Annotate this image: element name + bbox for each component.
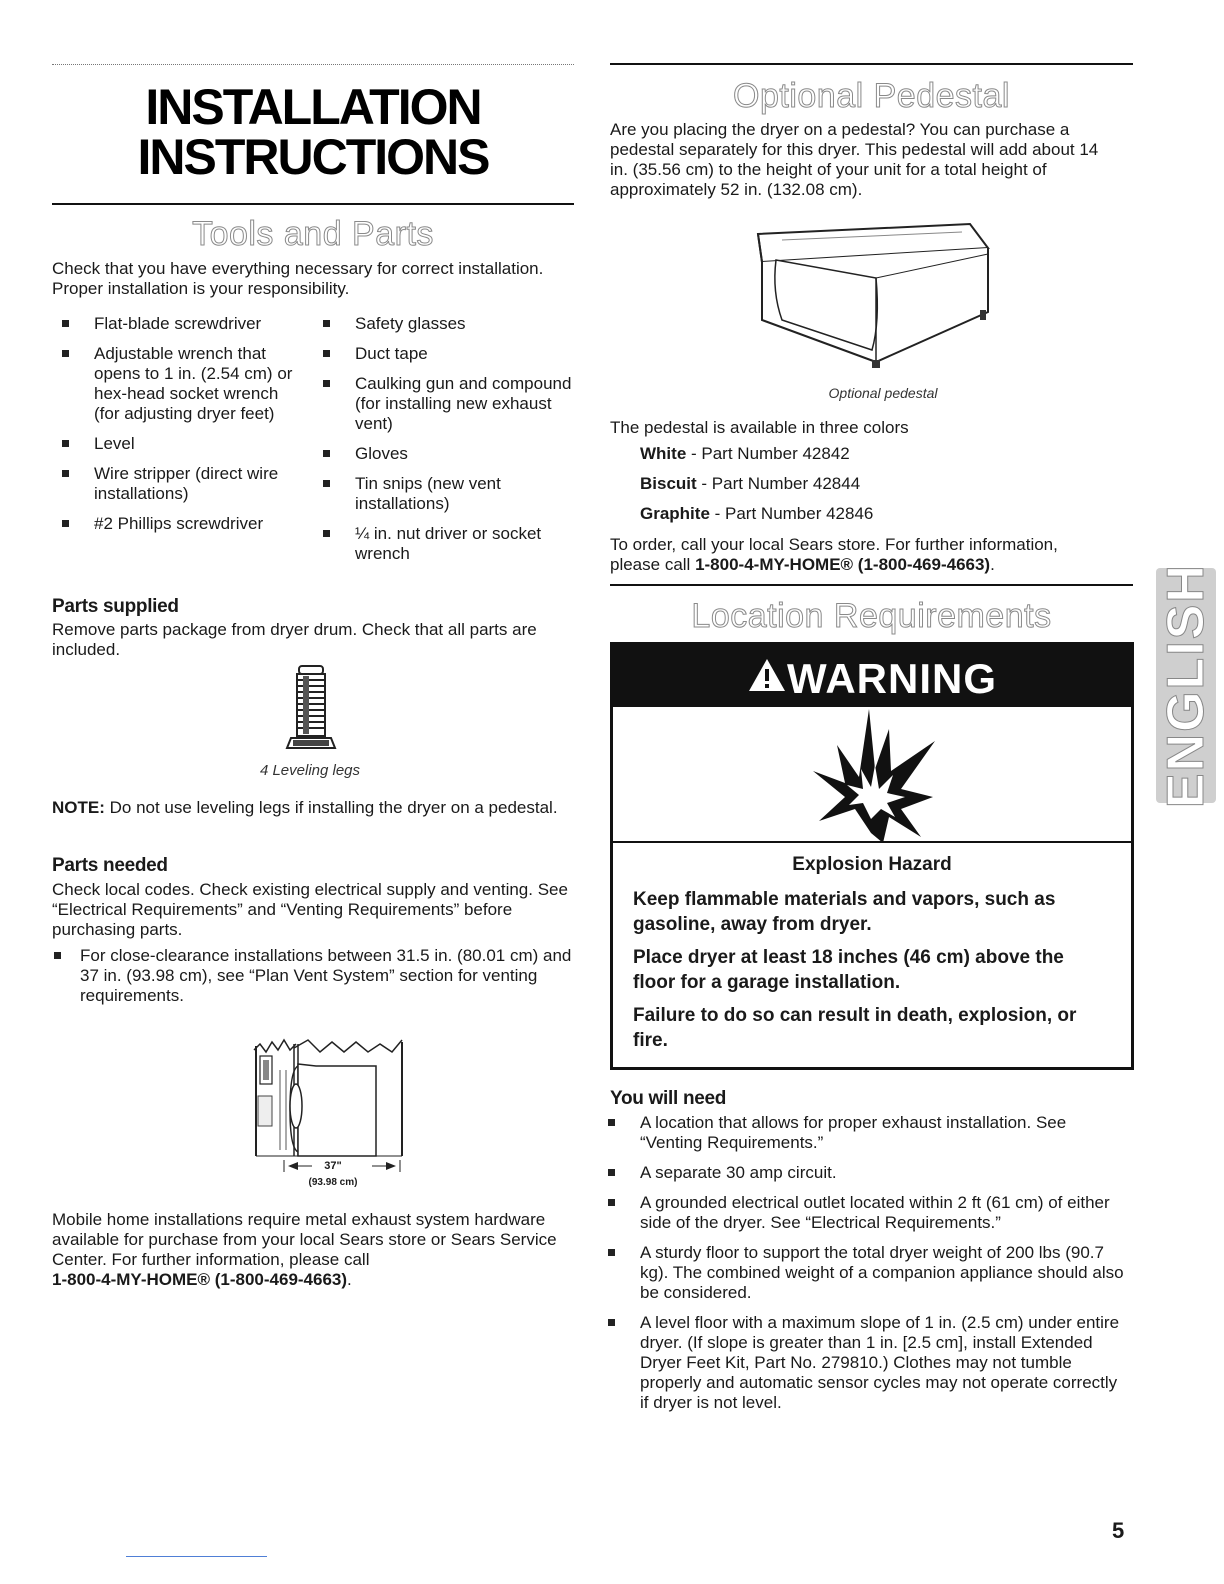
bullet-icon [323,320,330,327]
pedestal-illustration [752,222,992,374]
you-will-need-list [598,1113,1128,1423]
list-item: Adjustable wrench that opens to 1 in. (2.54 cm) or hex-head socket wrench (for adjusting dryer feet) [52,344,307,424]
bullet-icon [62,350,69,357]
list-item: For close-clearance installations between 31.5 in. (80.01 cm) and 37 in. (93.98 cm), see “Plan Vent System” section for venting requirements. [44,946,574,1006]
bullet-icon [323,480,330,487]
mobile-home-text: Mobile home installations require metal exhaust system hardware available for purchase from your local Sears store or Sears Service Center. For further information, please call 1-800-4-MY-HOME® (1-800-469-4663). [52,1210,557,1289]
location-rule [610,584,1133,586]
pedestal-intro: Are you placing the dryer on a pedestal? You can purchase a pedestal separately for this dryer. This pedestal will add about 14 in. (35.56 cm) to the height of your unit for a total height of approximately 52 in. (132.08 cm). [610,120,1099,199]
pedestal-color-biscuit: Biscuit - Part Number 42844 [640,474,861,493]
list-item: A sturdy floor to support the total dryer weight of 200 lbs (90.7 kg). The combined weight of a companion appliance should also be considered. [598,1243,1128,1303]
bullet-icon [323,450,330,457]
tools-heading: Tools and Parts [192,215,434,253]
warning-bar [613,645,1131,707]
location-heading: Location Requirements [691,597,1052,635]
list-item: Level [52,434,307,454]
warning-box [610,642,1134,1070]
pedestal-rule [610,63,1133,65]
tools-rule [52,203,574,205]
language-tab-english: ENGLISH [1157,562,1215,809]
bullet-icon [608,1119,615,1126]
closet-installation-illustration [250,1030,408,1198]
pedestal-color-graphite: Graphite - Part Number 42846 [640,504,874,523]
bottom-underline [126,1556,267,1557]
tools-list-left [52,314,307,544]
list-item: A separate 30 amp circuit. [598,1163,1128,1183]
bullet-icon [608,1249,615,1256]
leveling-legs-caption: 4 Leveling legs [259,762,361,779]
hazard-line-2: Place dryer at least 18 inches (46 cm) above the floor for a garage installation. [633,947,1064,993]
page-title [52,79,574,185]
pedestal-heading: Optional Pedestal [733,77,1010,115]
pedestal-colors-intro: The pedestal is available in three colors [610,418,909,437]
pedestal-note [52,798,572,818]
pedestal-caption: Optional pedestal [828,385,938,401]
bullet-icon [62,440,69,447]
list-item: ¼ in. nut driver or socket wrench [313,524,573,564]
bullet-icon [323,380,330,387]
pedestal-color-white: White - Part Number 42842 [640,444,850,463]
clearance-dimension-label: 37" [324,1160,342,1172]
list-item: #2 Phillips screwdriver [52,514,307,534]
bullet-icon [62,520,69,527]
bullet-icon [608,1319,615,1326]
bullet-icon [62,320,69,327]
parts-needed-text: Check local codes. Check existing electrical supply and venting. See “Electrical Requirements” and “Venting Requirements” before purchasing parts. [52,880,568,939]
bullet-icon [323,350,330,357]
list-item: A level floor with a maximum slope of 1 in. (2.5 cm) under entire dryer. (If slope is greater than 1 in. [2.5 cm], install Extended Dryer Feet Kit, Part No. 279810.) Clothes may not tumble properly and automatic sensor cycles may not operate correctly if dryer is not level. [598,1313,1128,1413]
list-item: Caulking gun and compound (for installing new exhaust vent) [313,374,573,434]
title-line-1: INSTALLATION [145,79,481,135]
list-item: Wire stripper (direct wire installations) [52,464,307,504]
bullet-icon [54,952,61,959]
parts-needed-heading: Parts needed [52,855,168,876]
list-item: A grounded electrical outlet located within 2 ft (61 cm) of either side of the dryer. See “Electrical Requirements.” [598,1193,1128,1233]
clearance-dimension-metric: (93.98 cm) [308,1177,358,1188]
tools-list-right [313,314,573,574]
list-item: Gloves [313,444,573,464]
hazard-title: Explosion Hazard [792,854,952,875]
bullet-icon [62,470,69,477]
explosion-icon [809,705,941,845]
warning-label: WARNING [787,654,997,702]
page-number: 5 [1112,1518,1125,1543]
list-item: Tin snips (new vent installations) [313,474,573,514]
pedestal-order-phone: 1-800-4-MY-HOME® (1-800-469-4663) [695,555,991,574]
list-item: Duct tape [313,344,573,364]
list-item: Safety glasses [313,314,573,334]
bullet-icon [323,530,330,537]
tools-intro: Check that you have everything necessary for correct installation. Proper installation is your responsibility. [52,259,544,298]
bullet-icon [608,1199,615,1206]
warning-divider [613,841,1131,843]
list-item: Flat-blade screwdriver [52,314,307,334]
parts-supplied-heading: Parts supplied [52,596,179,617]
parts-supplied-text: Remove parts package from dryer drum. Check that all parts are included. [52,620,537,659]
pedestal-order-text: To order, call your local Sears store. For further information, please call 1-800-4-MY-HOME® (1-800-469-4663). [610,535,1058,574]
title-line-2: INSTRUCTIONS [137,129,489,185]
list-item: A location that allows for proper exhaust installation. See “Venting Requirements.” [598,1113,1128,1153]
note-label: NOTE: [52,798,105,817]
note-text: Do not use leveling legs if installing the dryer on a pedestal. [104,798,558,817]
bullet-icon [608,1169,615,1176]
hazard-line-1: Keep flammable materials and vapors, such as gasoline, away from dryer. [633,889,1056,935]
hazard-line-3: Failure to do so can result in death, explosion, or fire. [633,1005,1077,1051]
top-dotted-rule [52,64,574,65]
warning-triangle-icon [747,648,787,710]
mobile-home-phone: 1-800-4-MY-HOME® (1-800-469-4663) [52,1270,348,1289]
you-will-need-heading: You will need [610,1088,727,1109]
leveling-leg-icon [285,664,337,756]
parts-needed-list [44,946,574,1016]
